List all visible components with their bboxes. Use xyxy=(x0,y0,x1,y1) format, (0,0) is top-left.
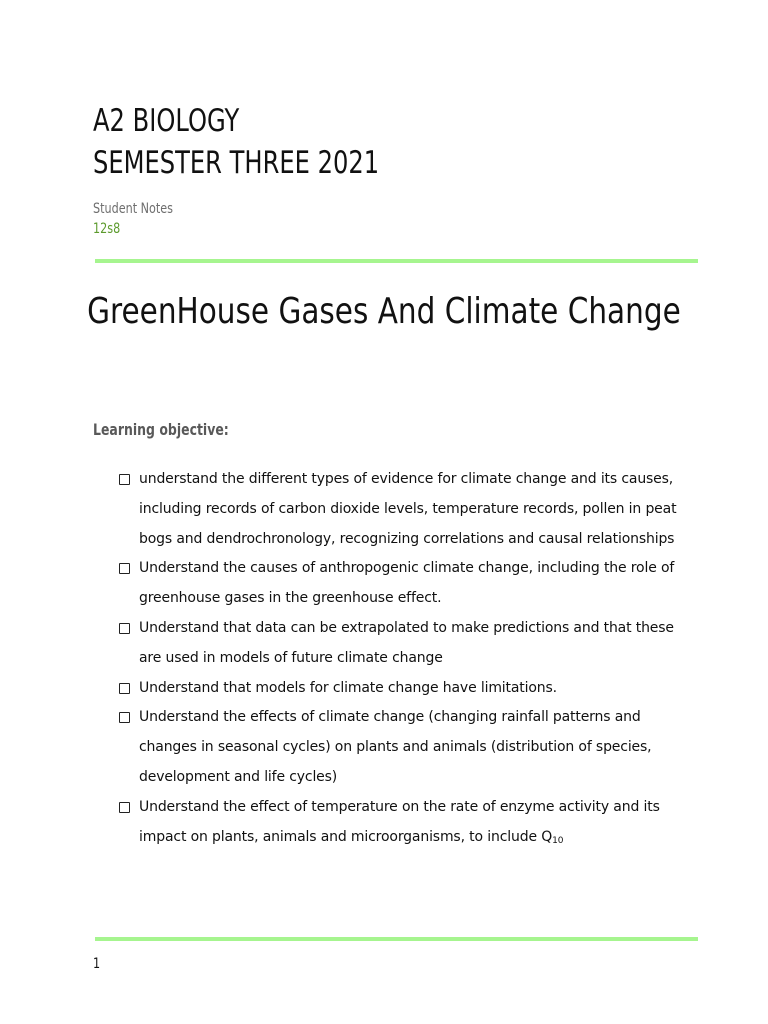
objective-text: Understand that models for climate change have limitations. xyxy=(139,679,557,696)
objective-text: Understand the effects of climate change (changing rainfall patterns and changes in seasonal cycles) on plants and animals (distribution of species, development and life cycles) xyxy=(139,709,652,785)
header-divider xyxy=(95,259,698,263)
course-title-line-2: SEMESTER THREE 2021 xyxy=(93,145,380,181)
objective-text: Understand that data can be extrapolated to make predictions and that these are used in models of future climate change xyxy=(139,619,674,666)
objective-text: understand the different types of evidence for climate change and its causes, including records of carbon dioxide levels, temperature records, pollen in peat bogs and dendrochronology, recognizing correlations and causal relationships xyxy=(139,471,677,547)
document-title-text: GreenHouse Gases And Climate Change xyxy=(87,291,681,332)
objective-text: Understand the effect of temperature on the rate of enzyme activity and its impact on plants, animals and microorganisms, to include Q xyxy=(139,798,660,845)
objective-item xyxy=(119,465,679,554)
objective-checkbox[interactable] xyxy=(119,802,130,813)
objective-item xyxy=(119,614,679,674)
page-header xyxy=(93,100,693,239)
student-notes-label: Student Notes xyxy=(93,201,173,217)
learning-objective-heading: Learning objective: xyxy=(93,420,229,439)
objective-checkbox[interactable] xyxy=(119,683,130,694)
objective-checkbox[interactable] xyxy=(119,474,130,485)
objective-item xyxy=(119,793,679,853)
footer-divider xyxy=(95,937,698,941)
objective-list xyxy=(119,465,679,852)
document-title xyxy=(0,288,768,336)
objective-item xyxy=(119,703,679,792)
q10-subscript: 10 xyxy=(552,835,564,846)
objective-text: Understand the causes of anthropogenic climate change, including the role of greenhouse gases in the greenhouse effect. xyxy=(139,560,675,607)
objective-checkbox[interactable] xyxy=(119,712,130,723)
course-title-line-1: A2 BIOLOGY xyxy=(93,103,240,139)
objective-item xyxy=(119,554,679,614)
objective-item xyxy=(119,674,679,704)
class-code: 12s8 xyxy=(93,221,121,237)
page-number: 1 xyxy=(93,956,101,972)
objective-checkbox[interactable] xyxy=(119,563,130,574)
objective-checkbox[interactable] xyxy=(119,623,130,634)
